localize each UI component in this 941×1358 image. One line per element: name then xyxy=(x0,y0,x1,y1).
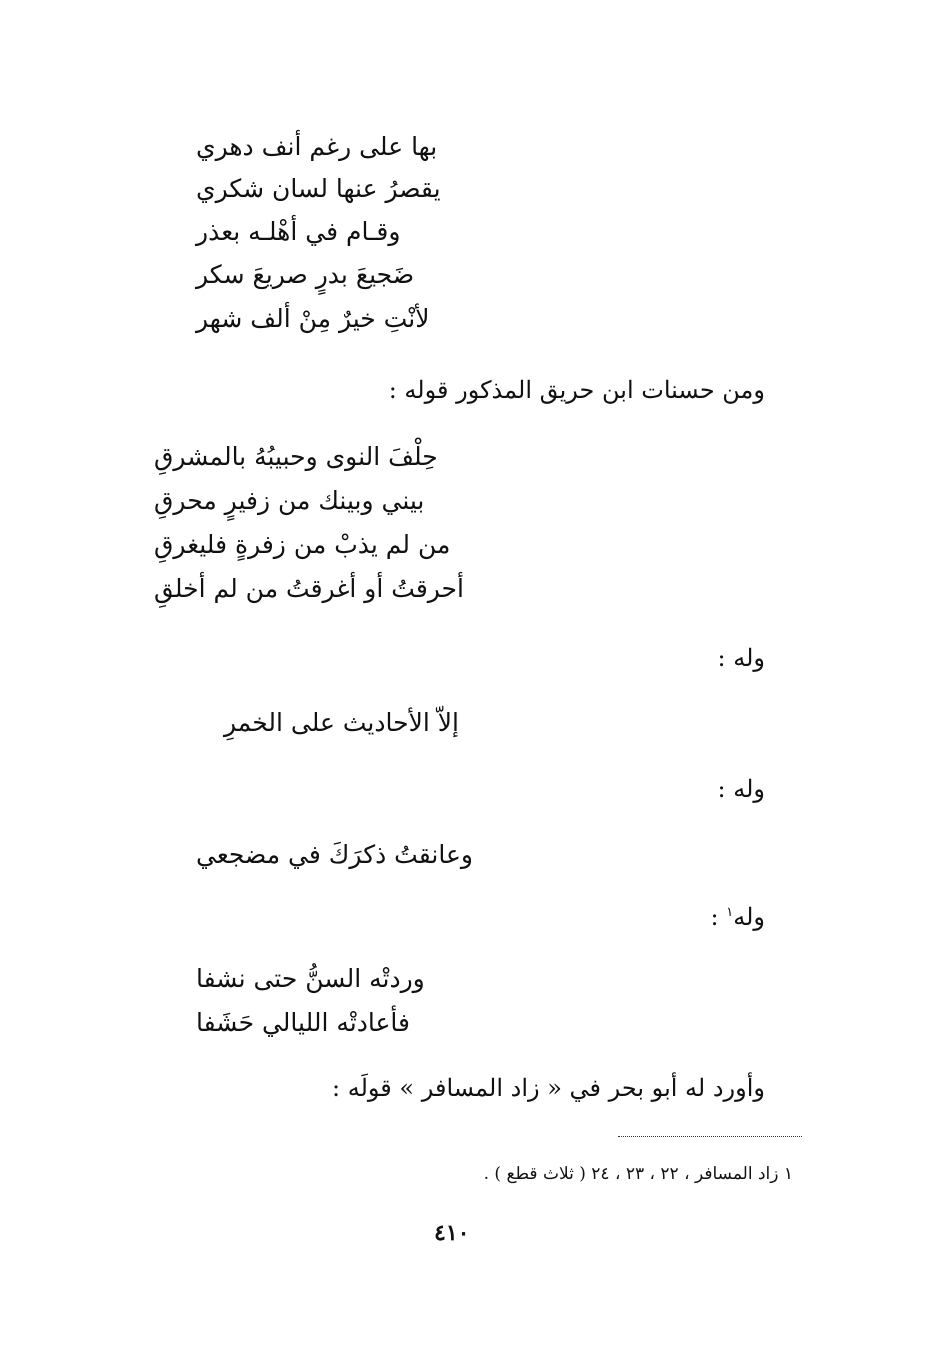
verse-second-hemistich: حِلْفَ النوى وحبيبُهُ بالمشرقِ xyxy=(154,442,438,471)
verse-second-hemistich: بها على رغم أنف دهري xyxy=(196,132,438,161)
intro-line: وله : xyxy=(717,644,765,672)
verse-second-hemistich: إلاّ الأحاديث على الخمرِ xyxy=(224,708,459,737)
page-number: ٤١٠ xyxy=(434,1220,470,1246)
intro-line: وله : xyxy=(717,775,765,803)
verse-second-hemistich: فأعادتْه الليالي حَشَفا xyxy=(196,1008,410,1037)
intro-colon: : xyxy=(710,903,719,931)
verse-second-hemistich: وقـام في أهْلـه بعذر xyxy=(196,217,401,246)
footnote-separator xyxy=(618,1136,802,1137)
verse-second-hemistich: وعانقتُ ذكرَكَ في مضجعي xyxy=(196,840,473,869)
intro-line: وأورد له أبو بحر في « زاد المسافر » قولَه : xyxy=(332,1074,765,1102)
footnote: ١ زاد المسافر ، ٢٢ ، ٢٣ ، ٢٤ ( ثلاث قطع ) . xyxy=(483,1164,793,1184)
footnote-marker: ١ xyxy=(726,905,734,920)
verse-second-hemistich: من لم يذبْ من زفرةٍ فليغرقِ xyxy=(154,530,451,559)
verse-second-hemistich: لأنْتِ خيرٌ مِنْ ألف شهر xyxy=(196,304,430,333)
verse-second-hemistich: ضَجيعَ بدرٍ صريعَ سكر xyxy=(196,260,415,289)
verse-second-hemistich: بيني وبينك من زفيرٍ محرقِ xyxy=(154,486,425,515)
verse-second-hemistich: يقصرُ عنها لسان شكري xyxy=(196,174,441,203)
verse-second-hemistich: وردتْه السنُّ حتى نشفا xyxy=(196,964,425,993)
verse-second-hemistich: أحرقتُ أو أغرقتُ من لم أخلقِ xyxy=(154,574,464,603)
intro-line: ومن حسنات ابن حريق المذكور قوله : xyxy=(388,376,765,404)
intro-line xyxy=(711,905,766,929)
intro-text: وله xyxy=(733,903,765,931)
